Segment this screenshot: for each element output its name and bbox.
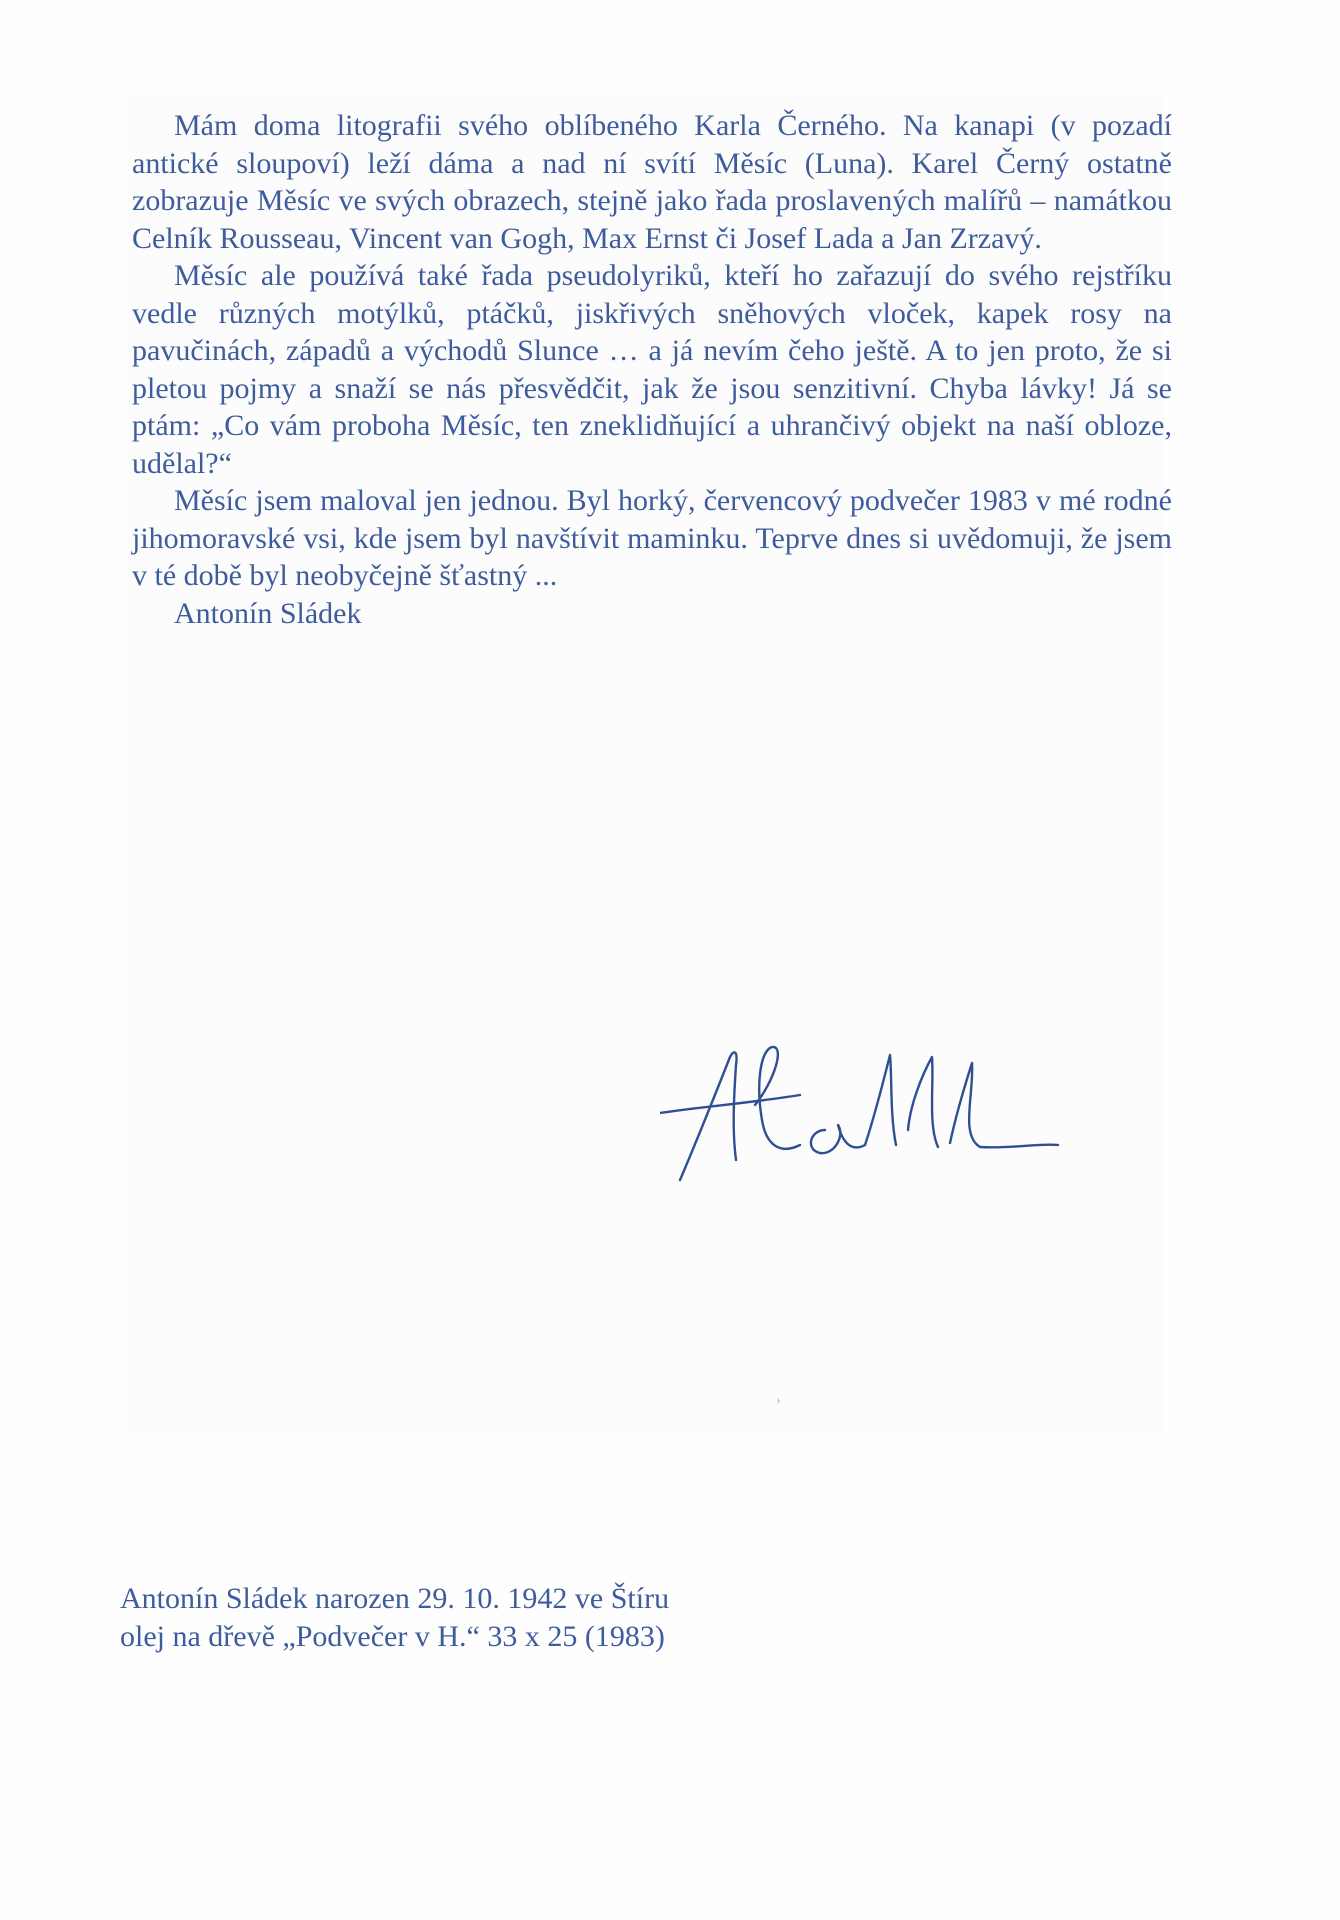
paragraph-2: Měsíc ale používá také řada pseudolyriků, kteří ho zařazují do svého rejstříku vedle různých motýlků, ptáčků, jiskřivých sněhových vloček, kapek rosy na pavučinách, západů a východů Slunce … a já nevím čeho ještě. A to jen proto, že si pletou pojmy a snaží se nás přesvědčit, jak že jsou senzitivní. Chyba lávky! Já se ptám: „Co vám proboha Měsíc, ten zneklidňující a uhrančivý objekt na naší obloze, udělal?“ <box>132 259 1172 480</box>
caption-line-1: Antonín Sládek narozen 29. 10. 1942 ve Štíru <box>120 1582 670 1615</box>
author-name: Antonín Sládek <box>174 596 362 630</box>
paragraph-3: Měsíc jsem maloval jen jednou. Byl horký, červencový podvečer 1983 v mé rodné jihomoravské vsi, kde jsem byl navštívit maminku. Teprve dnes si uvědomuji, že jsem v té době byl neobyčejně šťastný ... <box>132 484 1172 592</box>
signature-stroke <box>660 1095 800 1113</box>
signature-stroke <box>680 1052 737 1180</box>
artwork-caption <box>120 1580 669 1655</box>
signature-stroke <box>950 1063 1058 1147</box>
signature-stroke <box>908 1057 938 1147</box>
essay-text <box>132 107 1172 632</box>
signature-stroke <box>865 1055 896 1145</box>
handwritten-signature <box>660 1035 1060 1185</box>
signature-stroke <box>811 1125 865 1153</box>
paper-speck: › <box>776 1393 781 1408</box>
paragraph-1: Mám doma litografii svého oblíbeného Karla Černého. Na kanapi (v pozadí antické sloupoví) leží dáma a nad ní svítí Měsíc (Luna). Karel Černý ostatně zobrazuje Měsíc ve svých obrazech, stejně jako řada proslavených malířů – namátkou Celník Rousseau, Vincent van Gogh, Max Ernst či Josef Lada a Jan Zrzavý. <box>132 109 1172 255</box>
caption-line-2: olej na dřevě „Podvečer v H.“ 33 x 25 (1983) <box>120 1619 665 1653</box>
